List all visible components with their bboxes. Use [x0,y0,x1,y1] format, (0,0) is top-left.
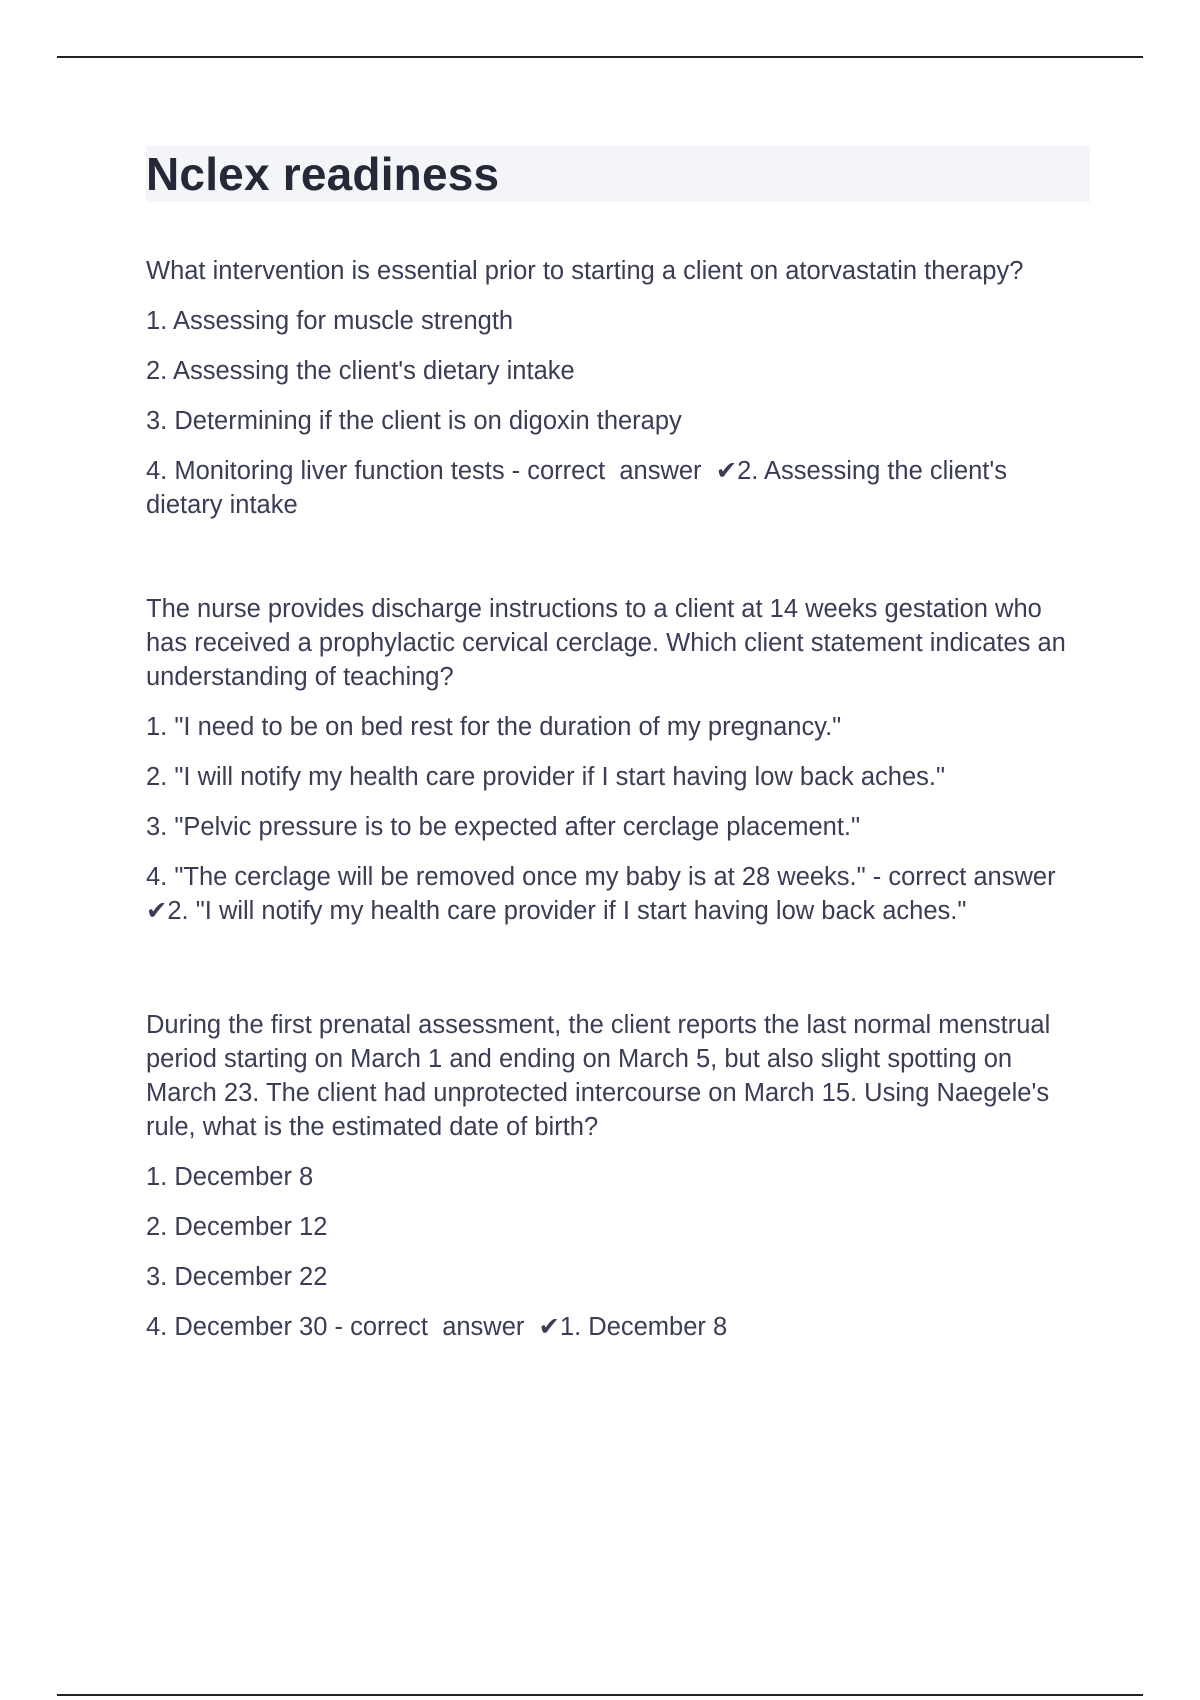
answer-option: 2. Assessing the client's dietary intake [146,357,575,385]
top-rule [57,56,1143,58]
question-stem: The nurse provides discharge instructions to a client at 14 weeks gestation who has received a prophylactic cervical cerclage. Which client statement indicates an understanding of teaching? [146,595,1066,691]
answer-option-with-correct-answer: 4. Monitoring liver function tests - correct answer ✔2. Assessing the client's dietary intake [146,457,1015,519]
document-title: Nclex readiness [146,148,500,200]
answer-option: 2. December 12 [146,1213,328,1241]
question-block-3 [146,1008,1090,1344]
answer-option: 1. December 8 [146,1163,314,1191]
answer-option: 3. "Pelvic pressure is to be expected after cerclage placement." [146,813,861,841]
question-block-2 [146,592,1090,928]
answer-option: 3. December 22 [146,1263,328,1291]
document-body [146,146,1090,1344]
answer-option: 1. "I need to be on bed rest for the duration of my pregnancy." [146,713,842,741]
question-stem: During the first prenatal assessment, the client reports the last normal menstrual period starting on March 1 and ending on March 5, but also slight spotting on March 23. The client had unprotected intercourse on March 15. Using Naegele's rule, what is the estimated date of birth? [146,1011,1051,1141]
title-band [146,146,1090,202]
question-stem: What intervention is essential prior to starting a client on atorvastatin therapy? [146,257,1024,285]
answer-option: 3. Determining if the client is on digoxin therapy [146,407,682,435]
answer-option: 1. Assessing for muscle strength [146,307,514,335]
answer-option-with-correct-answer: 4. December 30 - correct answer ✔1. December 8 [146,1313,728,1341]
bottom-rule [57,1694,1143,1696]
question-block-1 [146,254,1090,522]
answer-option-with-correct-answer: 4. "The cerclage will be removed once my baby is at 28 weeks." - correct answer ✔2. "I will notify my health care provider if I start having low back aches." [146,863,1070,925]
answer-option: 2. "I will notify my health care provider if I start having low back aches." [146,763,946,791]
